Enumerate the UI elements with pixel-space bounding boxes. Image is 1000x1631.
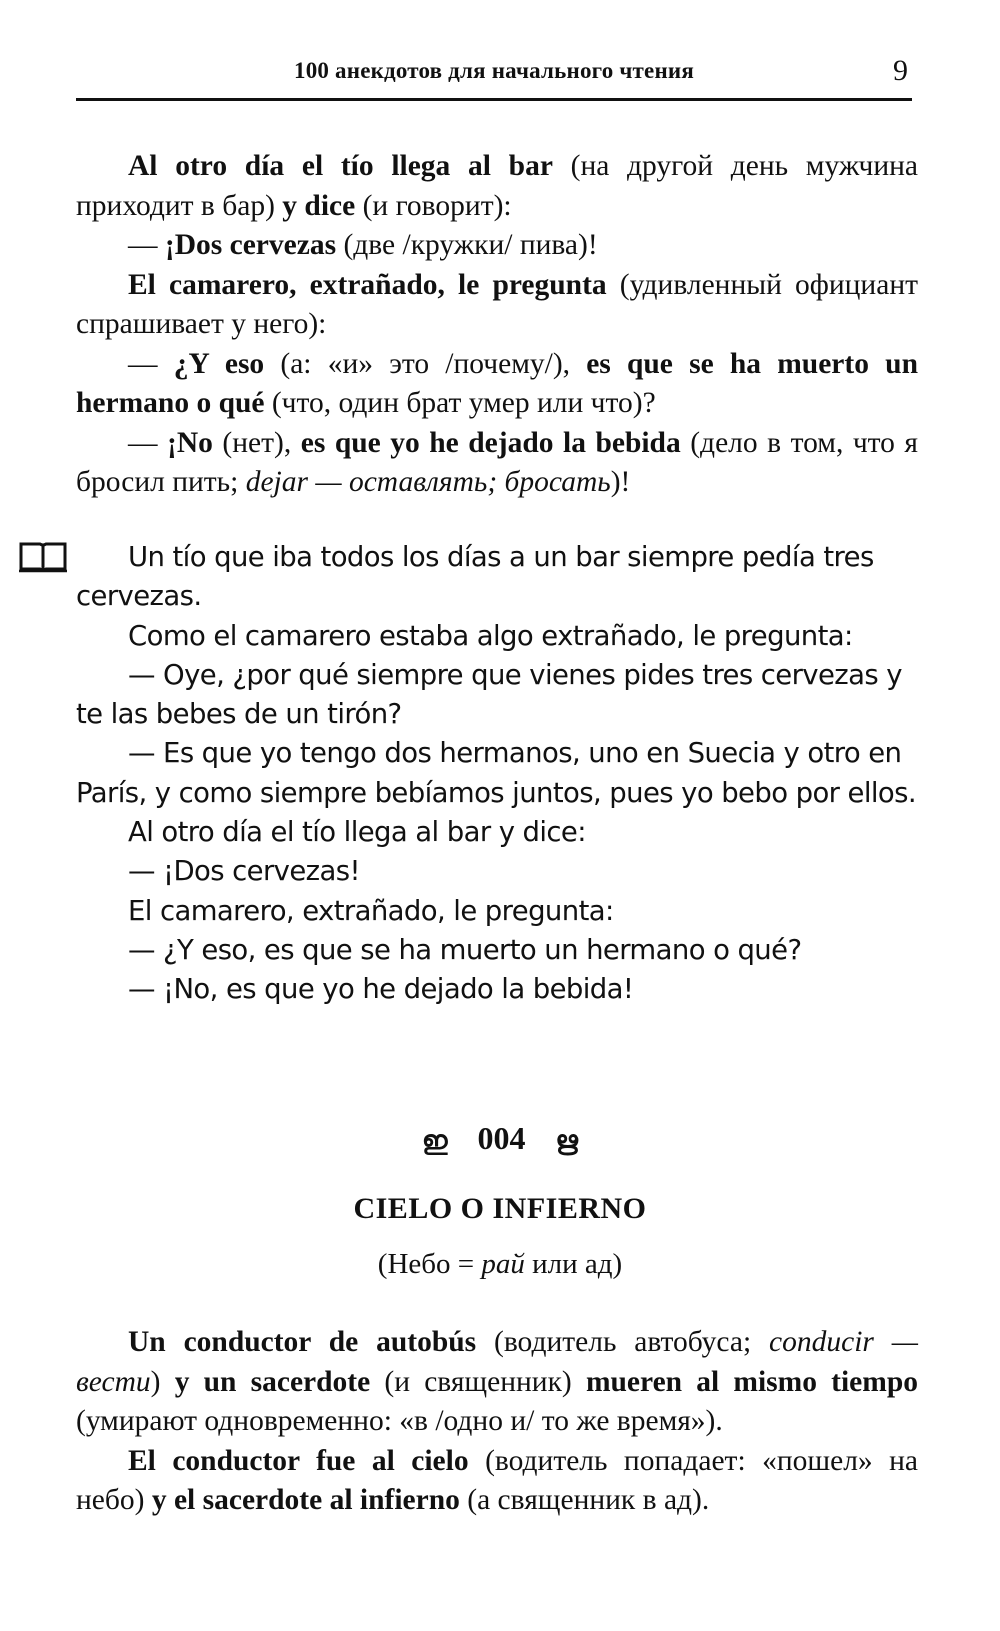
spanish-phrase: y dice (282, 189, 356, 222)
annotated-paragraph-4 (76, 345, 918, 424)
russian-gloss: (что, один брат умер или что)? (264, 387, 656, 419)
annotated-paragraph-5 (76, 424, 918, 503)
russian-gloss: (водитель автобуса; (476, 1326, 770, 1358)
section-subtitle: (Небо = рай или ад) (377, 1248, 623, 1280)
plain-line: Un tío que iba todos los días a un bar siempre pedía tres cervezas. (76, 541, 874, 613)
italic-gloss: conducir — вести (76, 1326, 919, 1398)
plain-line: — Es que yo tengo dos hermanos, uno en Suecia y otro en París, y como siempre bebíamos juntos, pues yo bebo por ellos. (76, 737, 917, 809)
section-title: CIELO O INFIERNO (353, 1192, 647, 1225)
annotated-paragraph-1 (76, 147, 918, 226)
russian-gloss: (умирают одновременно: «в /одно и/ то же время»). (76, 1405, 723, 1437)
annotated-paragraph-3 (76, 266, 918, 345)
spanish-phrase: ¿Y eso (173, 347, 265, 380)
russian-gloss: (дело в том, что я бросил пить; (76, 426, 918, 498)
spanish-phrase: mueren al mismo tiempo (585, 1365, 919, 1398)
plain-line: — ¿Y eso, es que se ha muerto un hermano o qué? (128, 933, 802, 966)
russian-gloss: (водитель попадает: «пошел» на небо) (76, 1444, 919, 1516)
next-paragraph-2 (76, 1442, 918, 1521)
russian-gloss: (нет), (212, 426, 301, 459)
russian-gloss: )! (610, 466, 631, 498)
page-header (76, 52, 912, 101)
dialogue-dash: — (128, 347, 174, 380)
plain-line: El camarero, extrañado, le pregunta: (128, 894, 614, 927)
russian-gloss: (а: «и» это /почему/), (264, 347, 587, 380)
ornament-right: ഋ (555, 1126, 578, 1155)
russian-gloss: (на другой день мужчина приходит в бар) (76, 150, 918, 222)
plain-line: — Oye, ¿por qué siempre que vienes pides tres cervezas y te las bebes de un tirón? (76, 658, 902, 731)
spanish-phrase: El conductor fue al cielo (128, 1444, 469, 1477)
next-annotated-text (76, 1323, 918, 1521)
russian-gloss: ) (150, 1365, 175, 1398)
russian-gloss: (удивленный официант спрашивает у него): (76, 268, 918, 340)
spanish-phrase: es que yo he dejado la bebida (300, 426, 681, 459)
plain-line: — ¡No, es que yo he dejado la bebida! (128, 973, 634, 1006)
dialogue-dash: — (128, 426, 168, 459)
spanish-phrase: es que se ha muerto un hermano o qué (76, 347, 918, 419)
page-number: 9 (893, 54, 908, 87)
spanish-phrase: y el sacerdote al infierno (151, 1484, 460, 1516)
spanish-phrase: ¡Dos cervezas (164, 229, 337, 261)
running-title: 100 анекдотов для начального чтения (294, 58, 694, 83)
annotated-paragraph-2 (76, 226, 918, 266)
russian-gloss: (и священник) (370, 1365, 586, 1398)
section-number (0, 1120, 1000, 1157)
plain-line: Al otro día el tío llega al bar y dice: (128, 816, 586, 849)
open-book-icon (18, 540, 68, 574)
plain-line: Como el camarero estaba algo extrañado, le pregunta: (128, 619, 853, 652)
spanish-phrase: El camarero, extrañado, le pregunta (128, 268, 607, 301)
italic-gloss: dejar — оставлять; бросать (245, 466, 611, 498)
dialogue-dash: — (128, 229, 165, 261)
russian-gloss: (и говорит): (355, 189, 512, 222)
plain-line: — ¡Dos cervezas! (128, 855, 360, 888)
annotated-text (76, 147, 918, 503)
spanish-phrase: Un conductor de autobús (128, 1326, 477, 1358)
russian-gloss: (а священник в ад). (459, 1484, 710, 1516)
spanish-phrase: Al otro día el tío llega al bar (128, 150, 553, 182)
plain-text (76, 538, 918, 1010)
spanish-phrase: y un sacerdote (174, 1365, 371, 1398)
anecdote-number: 004 (477, 1120, 526, 1156)
russian-gloss: (две /кружки/ пива)! (336, 229, 598, 261)
spanish-phrase: ¡No (167, 426, 213, 459)
next-paragraph-1 (76, 1323, 918, 1442)
ornament-left: ഇ (421, 1126, 448, 1155)
